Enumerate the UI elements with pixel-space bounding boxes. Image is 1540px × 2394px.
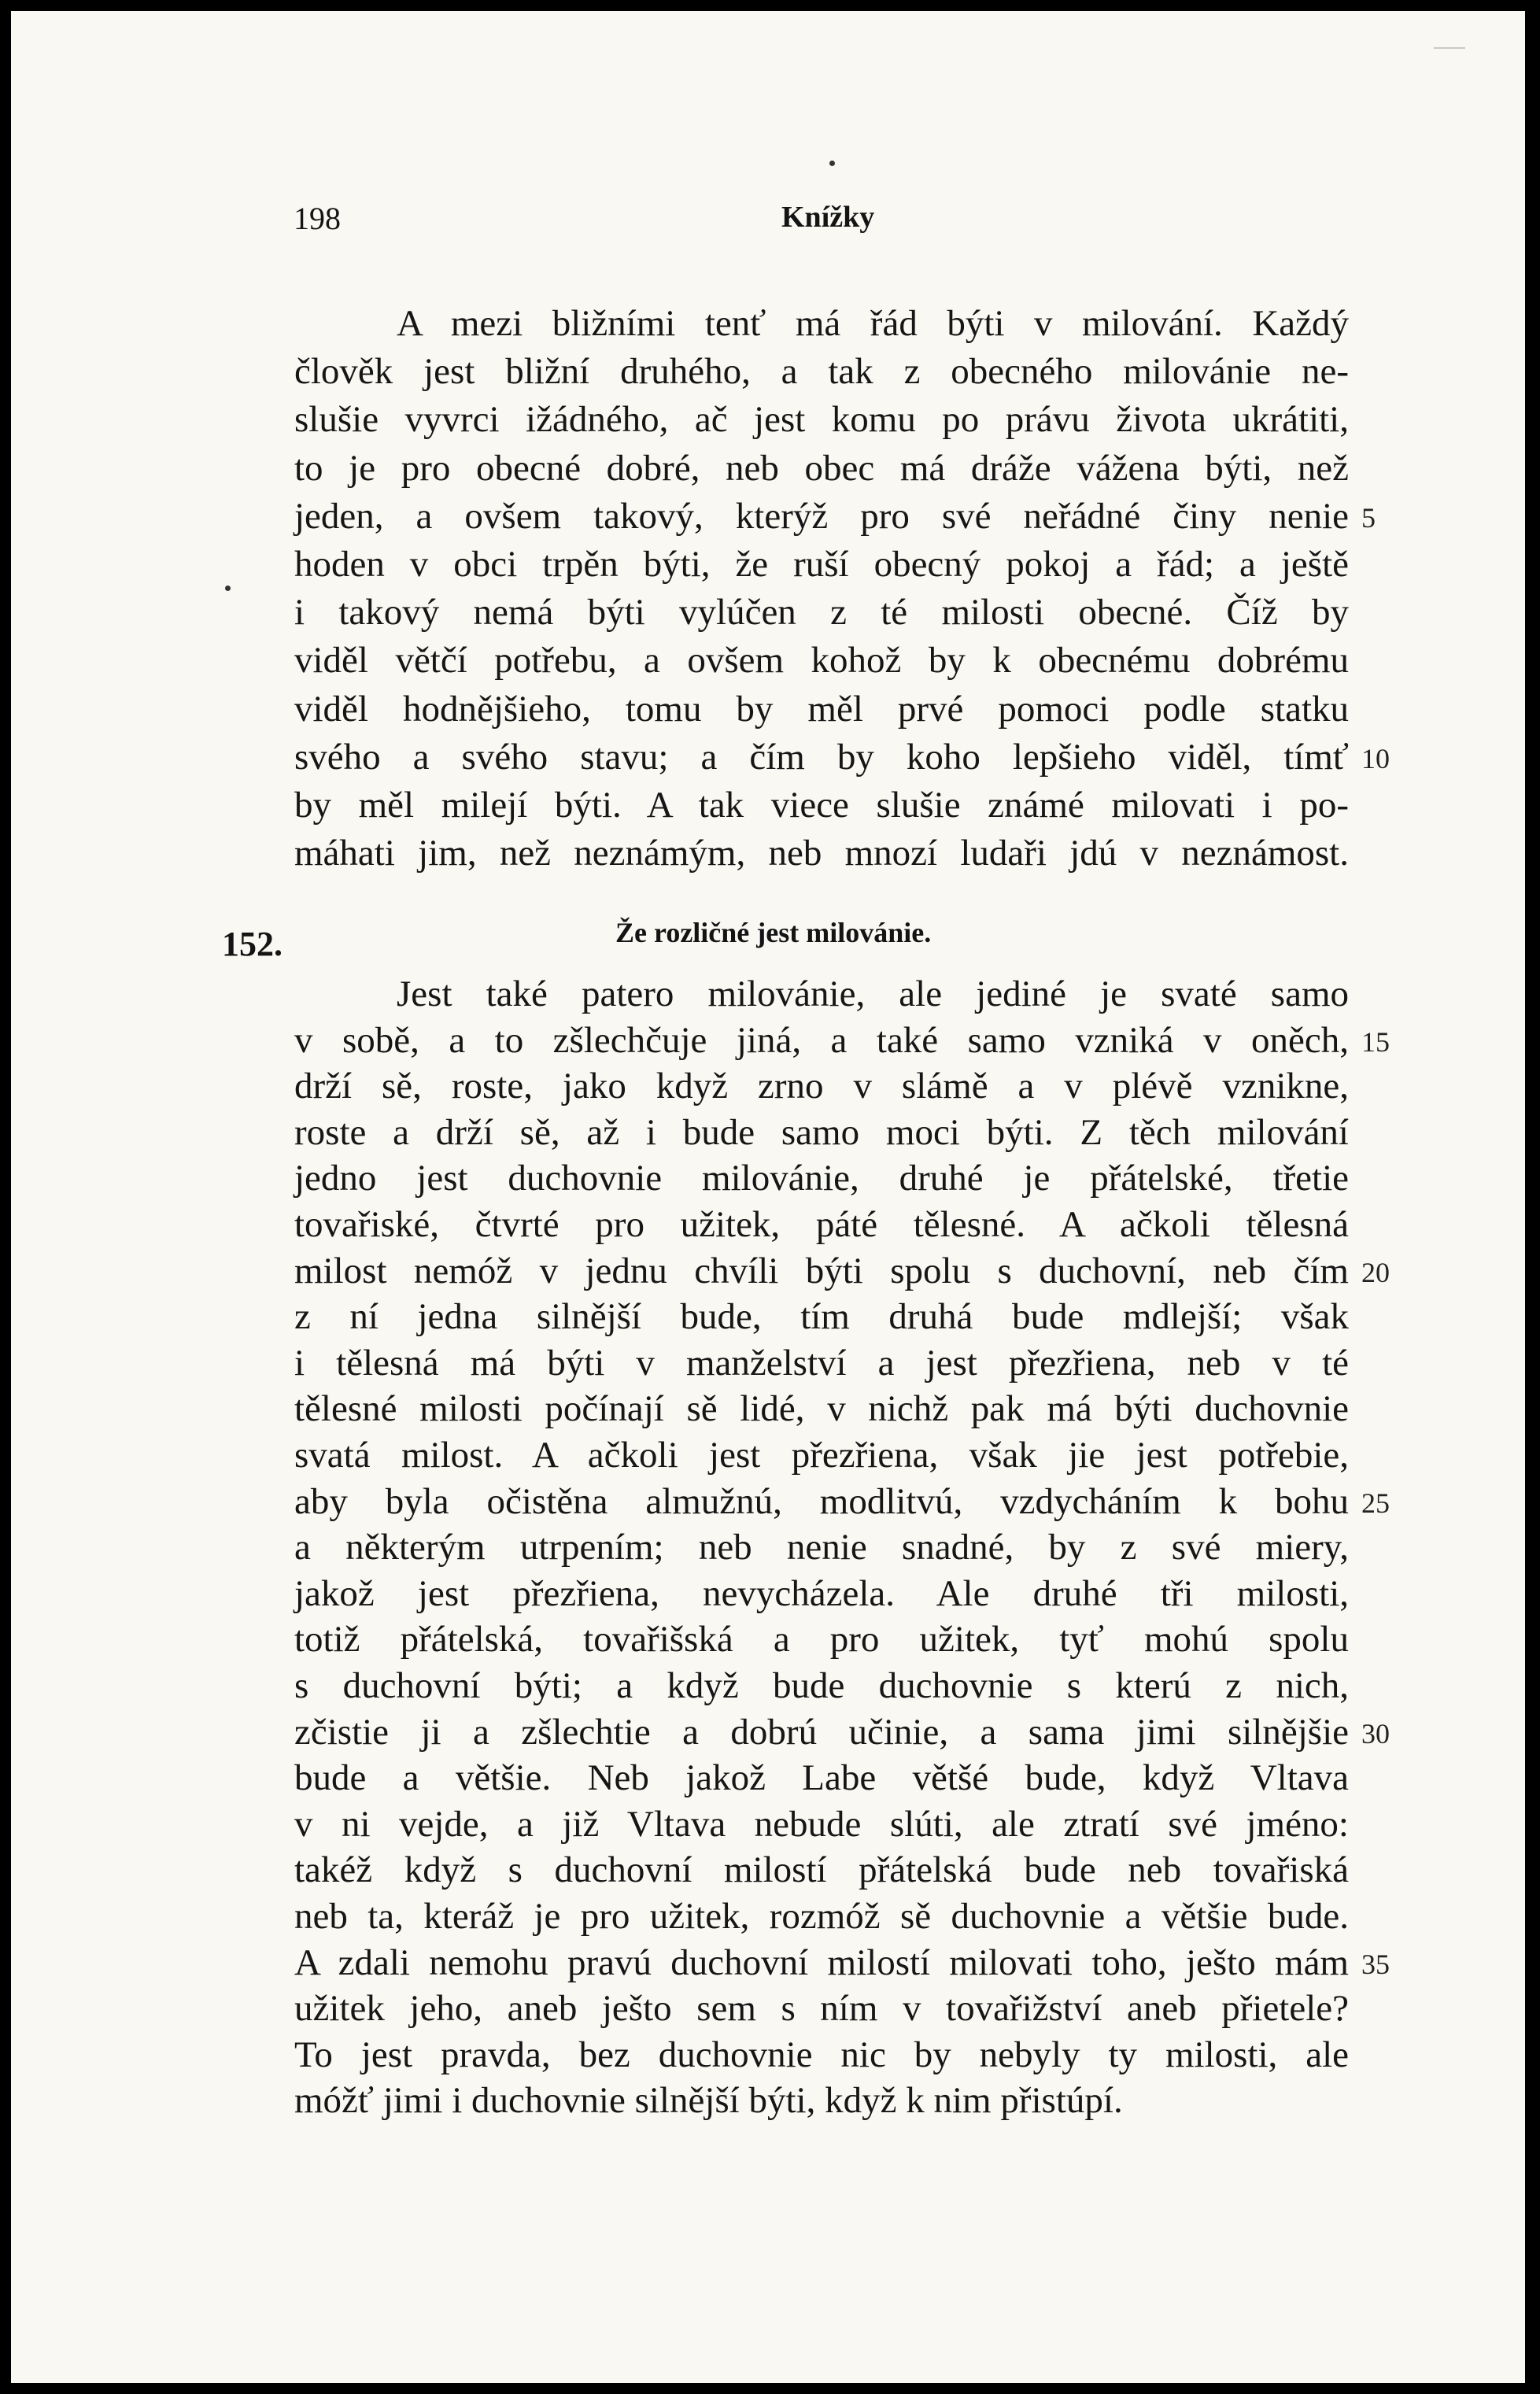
text-line: [11, 1248, 1525, 1294]
text-line: [11, 1063, 1525, 1109]
line-text: člověk jest bližní druhého, a tak z obecného milovánie ne-: [294, 351, 1349, 393]
line-text: z ní jedna silnější bude, tím druhá bude mdlejší; však: [294, 1296, 1349, 1338]
text-line: [11, 1110, 1525, 1155]
text-line: [11, 1432, 1525, 1478]
text-line: [11, 1155, 1525, 1201]
line-text: milost nemóž v jednu chvíli býti spolu s duchovní, neb čím: [294, 1250, 1349, 1291]
line-text: hoden v obci trpěn býti, že ruší obecný pokoj a řád; a ještě: [294, 544, 1349, 585]
line-text: by měl milejí býti. A tak viece slušie známé milovati i po-: [294, 785, 1349, 826]
line-text: svého a svého stavu; a čím by koho lepšieho viděl, tímť: [294, 736, 1349, 778]
text-line: [11, 1340, 1525, 1386]
text-line: [11, 493, 1525, 539]
text-line: [11, 349, 1525, 394]
text-line: [11, 1018, 1525, 1063]
line-number: 5: [1361, 501, 1376, 534]
text-line: [11, 971, 1525, 1017]
text-line: [11, 1893, 1525, 1939]
text-line: [11, 637, 1525, 683]
line-text: viděl hodnějšieho, tomu by měl prvé pomoci podle statku: [294, 688, 1349, 730]
page-number: 198: [294, 201, 341, 236]
section-heading: Že rozličné jest milovánie.: [615, 917, 932, 948]
text-line: [11, 541, 1525, 587]
running-title: Knížky: [781, 201, 875, 234]
text-line: [11, 830, 1525, 876]
line-text: s duchovní býti; a když bude duchovnie s kterú z nich,: [294, 1665, 1349, 1706]
line-number: 30: [1361, 1717, 1390, 1749]
text-line: [11, 1986, 1525, 2031]
line-text: A zdali nemohu pravú duchovní milostí milovati toho, ješto mám: [294, 1941, 1349, 1983]
text-line: [11, 301, 1525, 346]
line-number: 20: [1361, 1256, 1390, 1288]
page-header: [11, 200, 1525, 247]
line-text: viděl větčí potřebu, a ovšem kohož by k obecnému dobrému: [294, 640, 1349, 682]
text-line: [11, 397, 1525, 442]
text-line: [11, 1663, 1525, 1709]
text-line: [11, 1386, 1525, 1432]
line-text: A mezi bližními tenť má řád býti v milování. Každý: [397, 303, 1349, 344]
line-text: Jest také patero milovánie, ale jediné je svaté samo: [397, 973, 1349, 1014]
text-line: [11, 589, 1525, 635]
line-text: užitek jeho, aneb ješto sem s ním v tovařižství aneb přietele?: [294, 1988, 1349, 2030]
text-line: [11, 686, 1525, 732]
text-line: [11, 1202, 1525, 1247]
line-text: v ni vejde, a již Vltava nebude slúti, ale ztratí své jméno:: [294, 1803, 1349, 1845]
line-text: aby byla očistěna almužnú, modlitvú, vzdycháním k bohu: [294, 1480, 1349, 1522]
scan-mark: [1434, 47, 1465, 49]
text-line: [11, 1479, 1525, 1524]
line-text: i takový nemá býti vylúčen z té milosti obecné. Číž by: [294, 592, 1349, 634]
text-line: [11, 1571, 1525, 1616]
line-text: roste a drží sě, až i bude samo moci býti. Z těch milování: [294, 1111, 1349, 1153]
line-text: takéž když s duchovní milostí přátelská bude neb tovařiská: [294, 1849, 1349, 1891]
line-text: máhati jim, než neznámým, neb mnozí ludaři jdú v neznámost.: [294, 833, 1349, 874]
text-line: [11, 445, 1525, 491]
line-text: drží sě, roste, jako když zrno v slámě a v plévě vznikne,: [294, 1066, 1349, 1107]
line-text: svatá milost. A ačkoli jest přezřiena, však jie jest potřebie,: [294, 1435, 1349, 1476]
line-number: 35: [1361, 1948, 1390, 1980]
line-number: 10: [1361, 742, 1390, 774]
text-line: [11, 1616, 1525, 1662]
line-text: a některým utrpením; neb nenie snadné, by z své miery,: [294, 1527, 1349, 1568]
line-text: tělesné milosti počínají sě lidé, v nichž pak má býti duchovnie: [294, 1388, 1349, 1430]
text-line: [11, 1940, 1525, 1986]
text-line: [11, 1847, 1525, 1893]
text-line: [11, 1294, 1525, 1339]
text-line: [11, 1755, 1525, 1801]
text-line: [11, 2032, 1525, 2078]
line-text: jakož jest přezřiena, nevycházela. Ale druhé tři milosti,: [294, 1572, 1349, 1614]
section-number: 152.: [222, 925, 283, 963]
text-line: [11, 1801, 1525, 1847]
line-text: jedno jest duchovnie milovánie, druhé je přátelské, třetie: [294, 1158, 1349, 1199]
line-text: jeden, a ovšem takový, kterýž pro své neřádné činy nenie: [294, 495, 1349, 537]
line-text: neb ta, kteráž je pro užitek, rozmóž sě duchovnie a většie bude.: [294, 1896, 1349, 1937]
line-text: i tělesná má býti v manželství a jest přezřiena, neb v té: [294, 1342, 1349, 1384]
line-text: totiž přátelská, tovařišská a pro užitek, tyť mohú spolu: [294, 1619, 1349, 1661]
text-line: [11, 1524, 1525, 1570]
line-number: 25: [1361, 1487, 1390, 1519]
line-text: tovařiské, čtvrté pro užitek, páté tělesné. A ačkoli tělesná: [294, 1204, 1349, 1245]
line-text: v sobě, a to zšlechčuje jiná, a také samo vzniká v oněch,: [294, 1019, 1349, 1061]
line-text: bude a většie. Neb jakož Labe většé bude, když Vltava: [294, 1757, 1349, 1799]
line-text: zčistie ji a zšlechtie a dobrú učinie, a sama jimi silnějšie: [294, 1711, 1349, 1753]
line-text: móžť jimi i duchovnie silnější býti, když k nim přistúpí.: [294, 2080, 1123, 2122]
line-text: To jest pravda, bez duchovnie nic by nebyly ty milosti, ale: [294, 2034, 1349, 2075]
text-line: [11, 1709, 1525, 1755]
ink-speck: [829, 161, 835, 166]
line-text: slušie vyvrci ižádného, ač jest komu po právu života ukrátiti,: [294, 399, 1349, 441]
book-page: [11, 11, 1525, 2383]
text-line: [11, 734, 1525, 780]
line-text: to je pro obecné dobré, neb obec má dráže vážena býti, než: [294, 447, 1349, 489]
line-number: 15: [1361, 1025, 1390, 1058]
text-line: [11, 782, 1525, 828]
text-line: [11, 2078, 1525, 2123]
